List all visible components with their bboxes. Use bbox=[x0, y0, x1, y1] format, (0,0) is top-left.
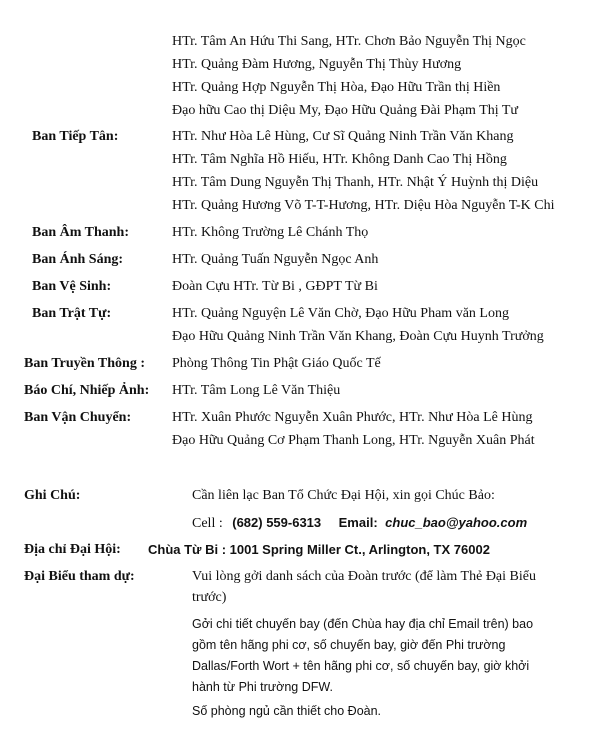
section-label-truyen-thong: Ban Truyền Thông : bbox=[24, 356, 145, 371]
member-line: HTr. Quảng Đàm Hương, Nguyễn Thị Thùy Hương bbox=[172, 57, 462, 72]
member-line: HTr. Tâm Dung Nguyễn Thị Thanh, HTr. Nhật Ý Huỳnh thị Diệu bbox=[172, 175, 539, 190]
section-label-dia-chi: Địa chỉ Đại Hội: bbox=[24, 542, 121, 557]
member-line: Đạo Hữu Quảng Cơ Phạm Thanh Long, HTr. Nguyễn Xuân Phát bbox=[172, 433, 535, 448]
section-value: Phòng Thông Tin Phật Giáo Quốc Tế bbox=[172, 356, 381, 371]
contact-note: Cần liên lạc Ban Tổ Chức Đại Hội, xin gọi Chúc Bảo: bbox=[192, 488, 495, 503]
delegate-note: Vui lòng gởi danh sách của Đoàn trước (để làm Thẻ Đại Biểu bbox=[192, 569, 536, 584]
cell-phone: (682) 559-6313 bbox=[232, 515, 322, 530]
section-value: HTr. Quảng Tuấn Nguyễn Ngọc Anh bbox=[172, 252, 379, 267]
member-line: HTr. Tâm Nghĩa Hồ Hiếu, HTr. Không Danh Cao Thị Hồng bbox=[172, 152, 507, 167]
section-label-dai-bieu: Đại Biểu tham dự: bbox=[24, 569, 135, 584]
section-label-tiep-tan: Ban Tiếp Tân: bbox=[32, 129, 119, 144]
section-value: HTr. Tâm Long Lê Văn Thiệu bbox=[172, 383, 341, 398]
flight-detail-line: Dallas/Forth Wort + tên hãng phi cơ, số chuyến bay, giờ khởi bbox=[192, 659, 530, 673]
flight-detail-line: gồm tên hãng phi cơ, số chuyến bay, giờ đến Phi trường bbox=[192, 638, 506, 652]
section-label-ve-sinh: Ban Vệ Sinh: bbox=[32, 279, 112, 294]
member-line: HTr. Như Hòa Lê Hùng, Cư Sĩ Quảng Ninh Trần Văn Khang bbox=[172, 129, 514, 144]
rooms-note: Số phòng ngủ cần thiết cho Đoàn. bbox=[192, 704, 382, 718]
cell-label: Cell : bbox=[192, 516, 223, 531]
section-label-anh-sang: Ban Ánh Sáng: bbox=[32, 252, 124, 267]
venue-address: Chùa Từ Bi : 1001 Spring Miller Ct., Arlington, TX 76002 bbox=[148, 542, 490, 557]
section-label-bao-chi: Báo Chí, Nhiếp Ảnh: bbox=[24, 383, 150, 398]
email-link[interactable]: chuc_bao@yahoo.com bbox=[385, 515, 528, 530]
section-label-trat-tu: Ban Trật Tự: bbox=[32, 306, 112, 321]
section-value: HTr. Không Trường Lê Chánh Thọ bbox=[172, 225, 369, 240]
section-label-ghi-chu: Ghi Chú: bbox=[24, 488, 81, 503]
flight-detail-line: Gởi chi tiết chuyến bay (đến Chùa hay địa chỉ Email trên) bao bbox=[192, 617, 534, 631]
member-line: Đạo hữu Cao thị Diệu My, Đạo Hữu Quảng Đài Phạm Thị Tư bbox=[172, 103, 519, 118]
email-label: Email: bbox=[338, 515, 378, 530]
contact-line bbox=[192, 514, 527, 533]
flight-detail-line: hành từ Phi trường DFW. bbox=[192, 680, 333, 694]
member-line: HTr. Tâm An Hứu Thi Sang, HTr. Chơn Bảo Nguyễn Thị Ngọc bbox=[172, 34, 526, 49]
delegate-note: trước) bbox=[192, 590, 227, 605]
member-line: HTr. Quảng Hợp Nguyễn Thị Hòa, Đạo Hữu Trần thị Hiền bbox=[172, 80, 501, 95]
member-line: Đạo Hữu Quảng Ninh Trần Văn Khang, Đoàn Cựu Huynh Trưởng bbox=[172, 329, 544, 344]
member-line: HTr. Quảng Nguyện Lê Văn Chờ, Đạo Hữu Pham văn Long bbox=[172, 306, 509, 321]
member-line: HTr. Quảng Hương Võ T-T-Hương, HTr. Diệu Hòa Nguyễn T-K Chi bbox=[172, 198, 555, 213]
member-line: HTr. Xuân Phước Nguyễn Xuân Phước, HTr. Như Hòa Lê Hùng bbox=[172, 410, 533, 425]
section-value: Đoàn Cựu HTr. Từ Bi , GĐPT Từ Bi bbox=[172, 279, 378, 294]
section-label-van-chuyen: Ban Vận Chuyển: bbox=[24, 410, 132, 425]
section-label-am-thanh: Ban Âm Thanh: bbox=[32, 225, 130, 240]
